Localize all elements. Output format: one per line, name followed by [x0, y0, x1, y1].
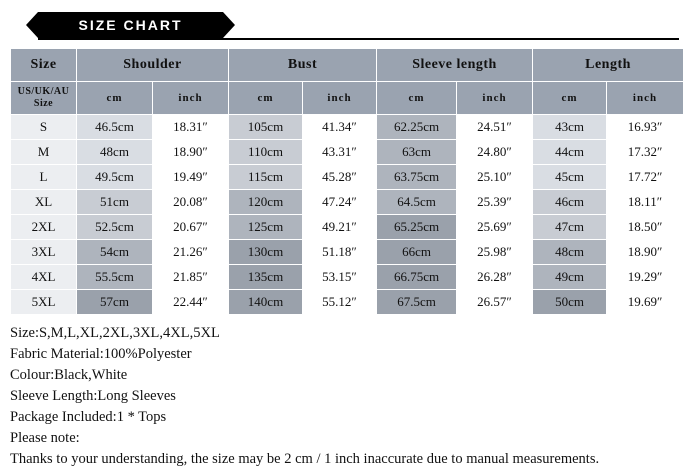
- cell-length-cm: 46cm: [533, 190, 607, 215]
- group-header-row: [11, 49, 684, 82]
- cell-bust-cm: 135cm: [229, 265, 303, 290]
- unit-header-row: [11, 82, 684, 115]
- cell-shoulder-inch: 18.90″: [153, 140, 229, 165]
- cell-bust-inch: 49.21″: [303, 215, 377, 240]
- cell-sleeve-inch: 24.80″: [457, 140, 533, 165]
- ribbon-left-tail-icon: [26, 12, 38, 38]
- title-underline: [38, 38, 679, 40]
- cell-shoulder-cm: 49.5cm: [77, 165, 153, 190]
- unit-header-shoulder-inch: inch: [153, 82, 229, 115]
- cell-shoulder-inch: 21.26″: [153, 240, 229, 265]
- cell-sleeve-inch: 25.10″: [457, 165, 533, 190]
- table-row: [11, 240, 684, 265]
- cell-bust-inch: 41.34″: [303, 115, 377, 140]
- product-notes: [10, 323, 683, 470]
- cell-sleeve-inch: 25.39″: [457, 190, 533, 215]
- unit-header-region-size: [11, 82, 77, 115]
- cell-shoulder-cm: 46.5cm: [77, 115, 153, 140]
- cell-length-cm: 44cm: [533, 140, 607, 165]
- title-banner: [0, 8, 693, 42]
- cell-bust-cm: 125cm: [229, 215, 303, 240]
- cell-sleeve-cm: 63cm: [377, 140, 457, 165]
- cell-length-cm: 45cm: [533, 165, 607, 190]
- note-please-note-label: Please note:: [10, 430, 80, 446]
- table-row: [11, 190, 684, 215]
- cell-size: 3XL: [11, 240, 77, 265]
- unit-header-region-line2: Size: [33, 98, 54, 109]
- note-measurement-disclaimer: Thanks to your understanding, the size may be 2 cm / 1 inch inaccurate due to manual measurements.: [10, 451, 600, 467]
- cell-length-inch: 16.93″: [607, 115, 684, 140]
- title-banner-box: [38, 12, 223, 38]
- cell-bust-cm: 130cm: [229, 240, 303, 265]
- cell-bust-cm: 120cm: [229, 190, 303, 215]
- cell-shoulder-inch: 21.85″: [153, 265, 229, 290]
- cell-bust-inch: 55.12″: [303, 290, 377, 315]
- cell-shoulder-cm: 57cm: [77, 290, 153, 315]
- cell-bust-inch: 43.31″: [303, 140, 377, 165]
- cell-shoulder-inch: 18.31″: [153, 115, 229, 140]
- group-header-shoulder: Shoulder: [77, 49, 229, 82]
- cell-bust-cm: 110cm: [229, 140, 303, 165]
- unit-header-bust-cm: cm: [229, 82, 303, 115]
- cell-shoulder-inch: 19.49″: [153, 165, 229, 190]
- cell-shoulder-inch: 20.67″: [153, 215, 229, 240]
- cell-sleeve-inch: 26.57″: [457, 290, 533, 315]
- note-package-included: Package Included:1 * Tops: [10, 409, 167, 425]
- cell-shoulder-cm: 54cm: [77, 240, 153, 265]
- cell-size: 4XL: [11, 265, 77, 290]
- unit-header-length-cm: cm: [533, 82, 607, 115]
- unit-header-sleeve-inch: inch: [457, 82, 533, 115]
- cell-shoulder-inch: 22.44″: [153, 290, 229, 315]
- cell-sleeve-cm: 66cm: [377, 240, 457, 265]
- cell-length-inch: 17.32″: [607, 140, 684, 165]
- cell-length-cm: 50cm: [533, 290, 607, 315]
- table-row: [11, 140, 684, 165]
- cell-shoulder-cm: 52.5cm: [77, 215, 153, 240]
- group-header-size: Size: [11, 49, 77, 82]
- cell-length-inch: 17.72″: [607, 165, 684, 190]
- unit-header-shoulder-cm: cm: [77, 82, 153, 115]
- table-row: [11, 115, 684, 140]
- cell-length-inch: 19.69″: [607, 290, 684, 315]
- cell-size: 5XL: [11, 290, 77, 315]
- note-sleeve-length: Sleeve Length:Long Sleeves: [10, 388, 176, 404]
- cell-sleeve-cm: 63.75cm: [377, 165, 457, 190]
- unit-header-bust-inch: inch: [303, 82, 377, 115]
- table-row: [11, 290, 684, 315]
- cell-length-cm: 49cm: [533, 265, 607, 290]
- cell-bust-inch: 51.18″: [303, 240, 377, 265]
- cell-size: 2XL: [11, 215, 77, 240]
- cell-length-inch: 18.50″: [607, 215, 684, 240]
- cell-bust-inch: 45.28″: [303, 165, 377, 190]
- cell-sleeve-inch: 25.69″: [457, 215, 533, 240]
- size-table-head: [11, 49, 684, 115]
- cell-length-cm: 48cm: [533, 240, 607, 265]
- note-sizes: Size:S,M,L,XL,2XL,3XL,4XL,5XL: [10, 325, 220, 341]
- table-row: [11, 265, 684, 290]
- table-row: [11, 165, 684, 190]
- ribbon-right-tail-icon: [223, 12, 235, 38]
- cell-length-inch: 18.90″: [607, 240, 684, 265]
- table-row: [11, 215, 684, 240]
- cell-shoulder-cm: 55.5cm: [77, 265, 153, 290]
- cell-size: S: [11, 115, 77, 140]
- cell-size: XL: [11, 190, 77, 215]
- size-table-body: [11, 115, 684, 315]
- size-table: [10, 48, 684, 315]
- cell-sleeve-inch: 25.98″: [457, 240, 533, 265]
- cell-sleeve-cm: 67.5cm: [377, 290, 457, 315]
- cell-shoulder-cm: 51cm: [77, 190, 153, 215]
- group-header-sleeve-length: Sleeve length: [377, 49, 533, 82]
- cell-bust-cm: 105cm: [229, 115, 303, 140]
- cell-shoulder-inch: 20.08″: [153, 190, 229, 215]
- cell-bust-cm: 115cm: [229, 165, 303, 190]
- cell-sleeve-inch: 24.51″: [457, 115, 533, 140]
- cell-sleeve-cm: 62.25cm: [377, 115, 457, 140]
- cell-sleeve-inch: 26.28″: [457, 265, 533, 290]
- cell-length-inch: 18.11″: [607, 190, 684, 215]
- group-header-bust: Bust: [229, 49, 377, 82]
- size-chart-page: [0, 8, 693, 468]
- note-fabric-material: Fabric Material:100%Polyester: [10, 346, 192, 362]
- cell-bust-cm: 140cm: [229, 290, 303, 315]
- cell-sleeve-cm: 64.5cm: [377, 190, 457, 215]
- group-header-length: Length: [533, 49, 684, 82]
- cell-sleeve-cm: 65.25cm: [377, 215, 457, 240]
- size-table-wrapper: [10, 48, 683, 315]
- cell-length-inch: 19.29″: [607, 265, 684, 290]
- unit-header-region-line1: US/UK/AU: [17, 86, 70, 97]
- unit-header-length-inch: inch: [607, 82, 684, 115]
- cell-bust-inch: 47.24″: [303, 190, 377, 215]
- note-colour: Colour:Black,White: [10, 367, 128, 383]
- cell-length-cm: 47cm: [533, 215, 607, 240]
- cell-size: L: [11, 165, 77, 190]
- cell-size: M: [11, 140, 77, 165]
- cell-bust-inch: 53.15″: [303, 265, 377, 290]
- cell-shoulder-cm: 48cm: [77, 140, 153, 165]
- unit-header-sleeve-cm: cm: [377, 82, 457, 115]
- page-title: SIZE CHART: [78, 17, 183, 33]
- cell-length-cm: 43cm: [533, 115, 607, 140]
- cell-sleeve-cm: 66.75cm: [377, 265, 457, 290]
